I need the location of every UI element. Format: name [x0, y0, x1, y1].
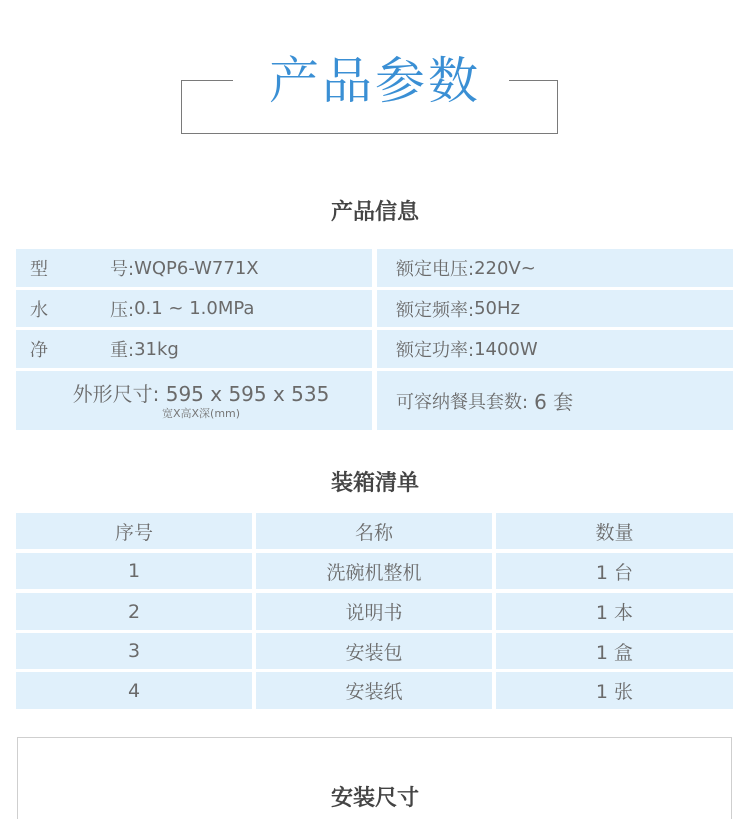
spec-weight-label-b: 重: [110, 340, 135, 361]
spec-frequency-value: 50Hz [474, 298, 520, 319]
page-title: 产品参数 [269, 52, 481, 110]
spec-voltage [377, 249, 733, 287]
packing-row-3-qty: 1 盒 [496, 633, 733, 669]
packing-header-index: 序号 [16, 513, 252, 549]
spec-model-label-a: 型 [30, 259, 48, 280]
packing-row-1-index: 1 [16, 553, 252, 589]
packing-row-2-index: 2 [16, 593, 252, 630]
spec-capacity [377, 371, 733, 430]
spec-power [377, 330, 733, 368]
spec-frequency [377, 290, 733, 327]
spec-size-value: 595 x 595 x 535 [165, 381, 330, 406]
spec-model-label-b: 号: [110, 259, 135, 280]
spec-model [16, 249, 372, 287]
spec-power-value: 1400W [474, 338, 538, 360]
spec-weight [16, 330, 372, 368]
packing-row-3-name: 安装包 [256, 633, 492, 669]
packing-row-4-name: 安装纸 [256, 672, 492, 709]
packing-header-name: 名称 [256, 513, 492, 549]
spec-pressure-label-b: 压: [110, 299, 135, 321]
spec-size-note: 宽X高X深(mm) [161, 406, 241, 420]
spec-power-label: 额定功率: [396, 340, 475, 361]
spec-capacity-value: 6 套 [534, 390, 574, 414]
spec-size [16, 371, 372, 430]
product-info-heading: 产品信息 [330, 200, 419, 225]
packing-row-1-name: 洗碗机整机 [256, 553, 492, 589]
packing-row-2-qty: 1 本 [496, 593, 733, 630]
spec-weight-value: 31kg [134, 338, 179, 360]
spec-pressure [16, 290, 372, 327]
spec-pressure-label-a: 水 [30, 299, 48, 321]
packing-row-1-qty: 1 台 [496, 553, 733, 589]
packing-header-qty: 数量 [496, 513, 733, 549]
spec-voltage-label: 额定电压: [396, 259, 475, 280]
packing-row-3-index: 3 [16, 633, 252, 669]
packing-row-4-qty: 1 张 [496, 672, 733, 709]
spec-size-line [73, 381, 330, 407]
packing-row-4-index: 4 [16, 672, 252, 709]
spec-weight-label-a: 净 [30, 340, 48, 361]
packing-list-heading: 装箱清单 [330, 471, 419, 496]
spec-model-value: WQP6-W771X [134, 257, 259, 279]
spec-voltage-value: 220V~ [474, 257, 536, 279]
install-size-heading: 安装尺寸 [330, 786, 419, 811]
spec-pressure-value: 0.1 ~ 1.0MPa [134, 298, 255, 319]
spec-capacity-label: 可容纳餐具套数: [396, 391, 529, 413]
spec-frequency-label: 额定频率: [396, 299, 475, 321]
spec-size-label: 外形尺寸: [72, 381, 160, 406]
packing-row-2-name: 说明书 [256, 593, 492, 630]
